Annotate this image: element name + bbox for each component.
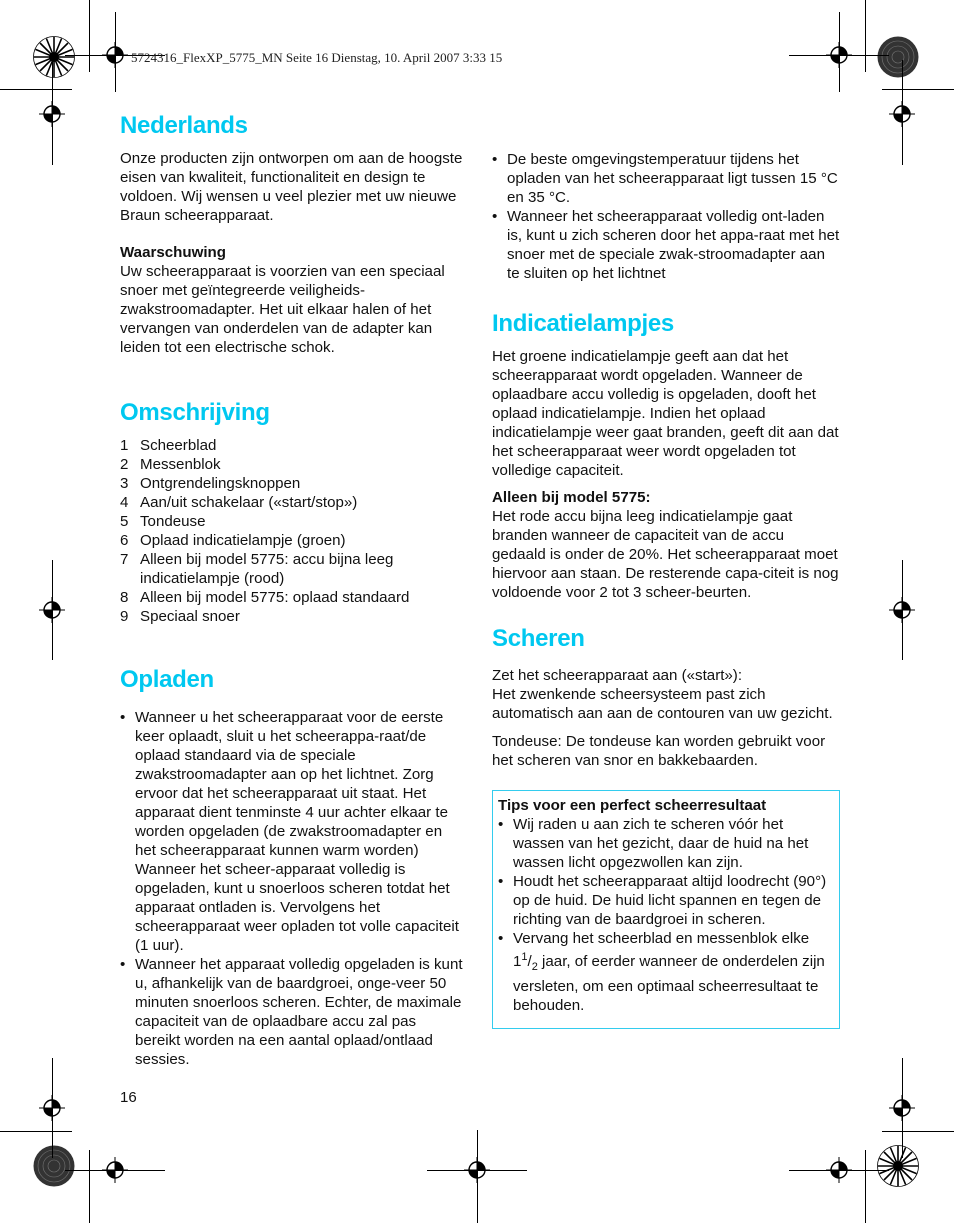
parts-list (120, 436, 465, 626)
model-title: Alleen bij model 5775: (492, 489, 651, 506)
charging-list (120, 708, 465, 1069)
list-item: • Wanneer het scheerapparaat volledig ont-laden is, kunt u zich scheren door het appa-raat met het snoer met de speciale zwak-stroomadapter aan te sluiten op het lichtnet (492, 207, 840, 283)
register-line (52, 560, 53, 660)
register-line (477, 1130, 478, 1223)
fraction-numerator: 1 (521, 951, 528, 963)
page-number: 16 (120, 1089, 137, 1106)
tips-title: Tips voor een perfect scheerresultaat (498, 797, 767, 814)
start-label: Zet het scheerapparaat aan («start»): (492, 667, 743, 684)
left-column (120, 112, 465, 1069)
register-line (789, 1170, 889, 1171)
list-item: 4 Aan/uit schakelaar («start/stop») (120, 494, 358, 511)
intro-paragraph: Onze producten zijn ontworpen om aan de hoogste eisen van kwaliteit, functionaliteit en design te voldoen. Wij wensen u veel plezier met uw nieuwe Braun scheerapparaat. (120, 150, 463, 224)
heading-nederlands: Nederlands (120, 112, 248, 139)
list-item: 1 Scheerblad (120, 437, 217, 454)
tondeuse-paragraph: Tondeuse: De tondeuse kan worden gebruikt voor het scheren van snor en bakkebaarden. (492, 733, 826, 769)
crop-line (865, 1150, 866, 1223)
heading-scheren: Scheren (492, 625, 585, 652)
list-item: • De beste omgevingstemperatuur tijdens het opladen van het scheerapparaat ligt tussen 15 °C en 35 °C. (492, 150, 840, 207)
crop-line (865, 0, 866, 72)
heading-opladen: Opladen (120, 666, 214, 693)
list-item: 6 Oplaad indicatielampje (groen) (120, 532, 346, 549)
heading-indicatielampjes: Indicatielampjes (492, 310, 674, 337)
list-item: • Wanneer u het scheerapparaat voor de eerste keer oplaadt, sluit u het scheerappa-raat/de oplaad standaard via de speciale zwakstroomadapter aan op het lichtnet. Zorg ervoor dat het scheerapparaat uit staat. Het apparaat dient tenminste 4 uur achter elkaar te worden opgeladen (de zwakstroomadapter en het scheerapparaat kunnen warm worden) Wanneer het scheer-apparaat volledig is opgeladen, kunt u snoerloos scheren totdat het apparaat ontladen is. Vervolgens het scheerapparaat weer opladen tot volle capaciteit (1 uur). (120, 708, 465, 955)
register-line (115, 12, 116, 92)
list-item: 2 Messenblok (120, 456, 221, 473)
list-item: 5 Tondeuse (120, 513, 206, 530)
right-column (492, 150, 840, 1029)
list-item: • Houdt het scheerapparaat altijd loodrecht (90°) op de huid. De huid licht spannen en tegen de richting van de baardgroei in scheren. (498, 872, 833, 929)
tips-box (492, 790, 840, 1029)
register-line (789, 55, 889, 56)
crop-line (89, 0, 90, 72)
indicator-paragraph: Het groene indicatielampje geeft aan dat het scheerapparaat wordt opgeladen. Wanneer de oplaadbare accu volledig is opgeladen, dooft het oplaad indicatielampje. Indien het oplaad indicatielampje weer gaat branden, geeft dit aan dat het scheerapparaat weer wordt opgeladen tot volledige capaciteit. (492, 348, 839, 479)
register-line (65, 1170, 165, 1171)
register-line (52, 1058, 53, 1158)
start-paragraph: Het zwenkende scheersysteem past zich automatisch aan aan de contouren van uw gezicht. (492, 686, 833, 722)
list-item: 7 Alleen bij model 5775: accu bijna leeg indicatielampje (rood) (120, 551, 394, 587)
print-slug-line: 5724316_FlexXP_5775_MN Seite 16 Dienstag, 10. April 2007 3:33 15 (131, 50, 503, 65)
register-line (902, 1058, 903, 1158)
crop-line (0, 1131, 72, 1132)
registration-rosette-icon (33, 1145, 75, 1187)
list-item: 8 Alleen bij model 5775: oplaad standaard (120, 589, 410, 606)
list-item: • Wanneer het apparaat volledig opgeladen is kunt u, afhankelijk van de baardgroei, onge-veer 50 minuten snoerloos scheren. Echter, de maximale capaciteit van de oplaadbare accu zal pas bereikt worden na een aantal oplaad/ontlaad sessies. (120, 955, 465, 1069)
register-line (902, 560, 903, 660)
list-item: 9 Speciaal snoer (120, 608, 240, 625)
fraction-denominator: 2 (531, 961, 538, 974)
fraction-slash: / (527, 953, 532, 971)
model-paragraph: Het rode accu bijna leeg indicatielampje gaat branden wanneer de capaciteit van de accu gedaald is onder de 20%. Het scheerapparaat moet hiervoor aan staan. De resterende capa-citeit is nog voldoende voor 2 tot 3 scheer-beurten. (492, 508, 839, 601)
crop-line (0, 89, 72, 90)
list-item: • Wij raden u aan zich te scheren vóór het wassen van het gezicht, daar de huid na het wassen licht opgezwollen kan zijn. (498, 815, 833, 872)
tips-list (498, 815, 833, 1015)
heading-omschrijving: Omschrijving (120, 399, 270, 426)
warning-paragraph: Uw scheerapparaat is voorzien van een speciaal snoer met geïntegreerde veiligheids-zwakstroomadapter. Het uit elkaar halen of het vervangen van onderdelen van de adapter kan leiden tot een electrische schok. (120, 263, 445, 356)
crop-line (89, 1150, 90, 1223)
registration-rosette-icon (877, 36, 919, 78)
crop-line (882, 1131, 954, 1132)
register-line (902, 60, 903, 165)
list-item: 3 Ontgrendelingsknoppen (120, 475, 301, 492)
crop-line (882, 89, 954, 90)
registration-rosette-icon (33, 36, 75, 78)
charging-list-continued (492, 150, 840, 283)
list-item: • Vervang het scheerblad en messenblok elke $1^1/_2$ jaar, of eerder wanneer de onderdelen zijn versleten, om een optimaal scheerresultaat te behouden. (498, 929, 833, 1015)
warning-title: Waarschuwing (120, 244, 226, 261)
register-line (839, 12, 840, 92)
registration-rosette-icon (877, 1145, 919, 1187)
register-line (52, 60, 53, 165)
